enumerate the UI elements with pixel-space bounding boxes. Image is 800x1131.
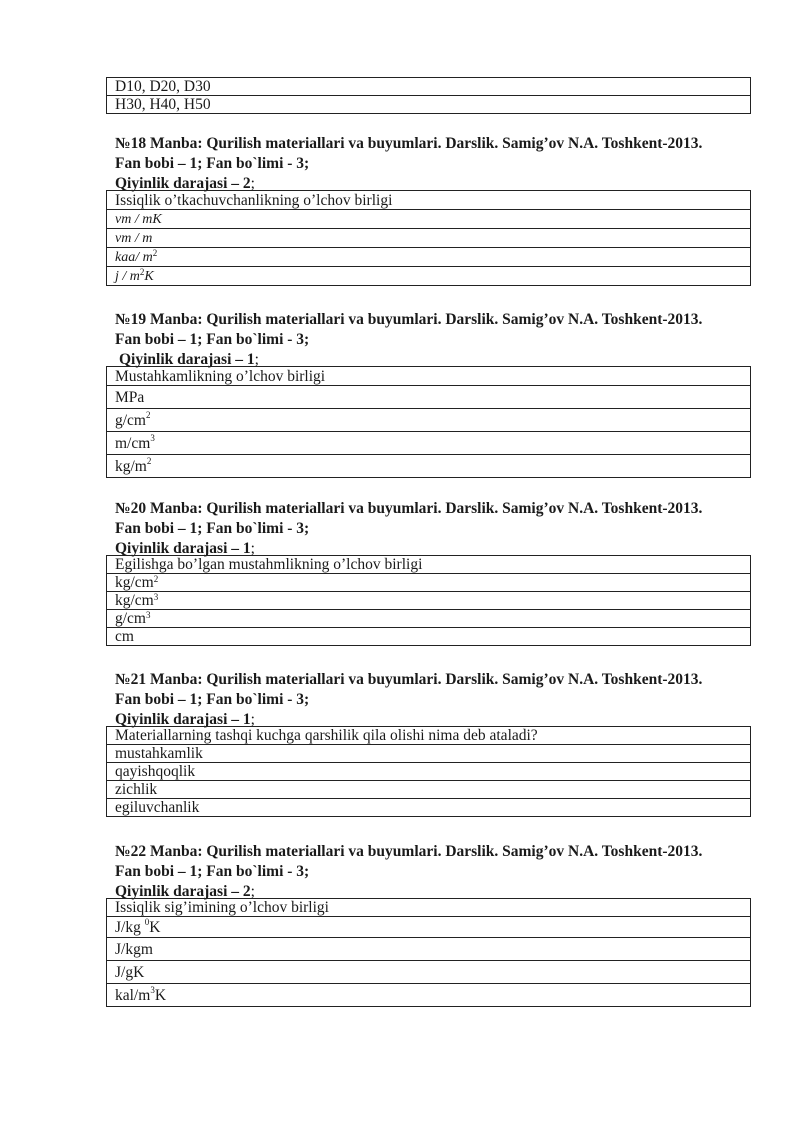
difficulty-label: Qiyinlik darajasi – 2 xyxy=(115,175,251,192)
option-text: kal/m xyxy=(115,986,151,1004)
table-row xyxy=(107,984,751,1007)
option-suffix: K xyxy=(144,269,154,284)
chapter-line: Fan bobi – 1; Fan bo`limi - 3; xyxy=(115,155,310,172)
table-row xyxy=(107,763,751,781)
answer-option xyxy=(107,267,751,286)
option-superscript: 2 xyxy=(146,455,152,466)
table-row xyxy=(107,367,751,386)
table-row xyxy=(107,409,751,432)
answer-table xyxy=(106,555,751,646)
question-text: Materiallarning tashqi kuchga qarshilik qila olishi nima deb ataladi? xyxy=(107,727,751,745)
difficulty-semicolon: ; xyxy=(250,883,255,900)
answer-option xyxy=(107,961,751,984)
answer-option xyxy=(107,386,751,409)
option-superscript: 2 xyxy=(152,248,158,258)
difficulty-semicolon: ; xyxy=(254,351,259,368)
option-text: kg/cm xyxy=(115,592,154,609)
option-superscript: 3 xyxy=(153,592,159,602)
source-line: №21 Manba: Qurilish materiallari va buyumlari. Darslik. Samig’ov N.A. Toshkent-2013. xyxy=(115,671,703,688)
table-row xyxy=(107,899,751,917)
question-header xyxy=(115,842,755,902)
option-text: kaa/ m xyxy=(115,250,153,265)
question-header xyxy=(115,134,755,194)
table-row xyxy=(107,210,751,229)
option-text: J/gK xyxy=(115,963,145,981)
table-row xyxy=(107,96,751,114)
option-superscript: 0 xyxy=(144,916,150,927)
answer-table xyxy=(106,726,751,817)
table-row xyxy=(107,938,751,961)
option-text: j / m xyxy=(115,269,140,284)
option-superscript: 3 xyxy=(150,984,155,995)
source-line: №20 Manba: Qurilish materiallari va buyumlari. Darslik. Samig’ov N.A. Toshkent-2013. xyxy=(115,500,703,517)
table-row xyxy=(107,556,751,574)
answer-table xyxy=(106,77,751,114)
difficulty-label: Qiyinlik darajasi – 1 xyxy=(115,540,251,557)
table-row xyxy=(107,799,751,817)
difficulty-semicolon: ; xyxy=(250,711,255,728)
question-header xyxy=(115,310,755,370)
table-row xyxy=(107,267,751,286)
table-cell: D10, D20, D30 xyxy=(107,78,751,96)
source-line: №18 Manba: Qurilish materiallari va buyumlari. Darslik. Samig’ov N.A. Toshkent-2013. xyxy=(115,135,703,152)
option-superscript: 3 xyxy=(146,610,151,620)
answer-table xyxy=(106,366,751,478)
question-header xyxy=(115,670,755,730)
chapter-line: Fan bobi – 1; Fan bo`limi - 3; xyxy=(115,331,310,348)
option-text: g/cm xyxy=(115,610,146,627)
question-header xyxy=(115,499,755,559)
chapter-line: Fan bobi – 1; Fan bo`limi - 3; xyxy=(115,520,310,537)
option-text: J/kgm xyxy=(115,940,153,958)
option-text: vm / mK xyxy=(115,212,162,227)
answer-option: zichlik xyxy=(107,781,751,799)
difficulty-semicolon: ; xyxy=(250,540,255,557)
table-row xyxy=(107,432,751,455)
table-row xyxy=(107,917,751,938)
answer-option xyxy=(107,455,751,478)
difficulty-label: Qiyinlik darajasi – 1 xyxy=(119,351,255,368)
option-text: m/cm xyxy=(115,434,151,452)
answer-option xyxy=(107,432,751,455)
chapter-line: Fan bobi – 1; Fan bo`limi - 3; xyxy=(115,691,310,708)
answer-option xyxy=(107,210,751,229)
answer-option xyxy=(107,248,751,267)
source-line: №19 Manba: Qurilish materiallari va buyumlari. Darslik. Samig’ov N.A. Toshkent-2013. xyxy=(115,311,703,328)
table-row xyxy=(107,191,751,210)
answer-option xyxy=(107,610,751,628)
table-row xyxy=(107,248,751,267)
table-row xyxy=(107,961,751,984)
table-row xyxy=(107,727,751,745)
table-cell: H30, H40, H50 xyxy=(107,96,751,114)
answer-option xyxy=(107,938,751,961)
table-row xyxy=(107,610,751,628)
difficulty-semicolon: ; xyxy=(250,175,255,192)
difficulty-label: Qiyinlik darajasi – 1 xyxy=(115,711,251,728)
source-line: №22 Manba: Qurilish materiallari va buyumlari. Darslik. Samig’ov N.A. Toshkent-2013. xyxy=(115,843,703,860)
question-text: Issiqlik sig’imining o’lchov birligi xyxy=(107,899,751,917)
option-text: kg/m xyxy=(115,457,147,475)
table-row xyxy=(107,781,751,799)
option-text: vm / m xyxy=(115,231,153,246)
option-superscript: 2 xyxy=(139,267,145,277)
question-text: Mustahkamlikning o’lchov birligi xyxy=(107,367,751,386)
answer-option: egiluvchanlik xyxy=(107,799,751,817)
answer-option: mustahkamlik xyxy=(107,745,751,763)
answer-option: qayishqoqlik xyxy=(107,763,751,781)
option-superscript: 3 xyxy=(150,432,155,443)
table-row xyxy=(107,745,751,763)
table-row xyxy=(107,229,751,248)
option-text: kg/cm xyxy=(115,574,154,591)
answer-table xyxy=(106,190,751,286)
option-superscript: 2 xyxy=(153,574,159,584)
table-row xyxy=(107,592,751,610)
answer-option xyxy=(107,574,751,592)
chapter-line: Fan bobi – 1; Fan bo`limi - 3; xyxy=(115,863,310,880)
answer-option xyxy=(107,592,751,610)
answer-option xyxy=(107,984,751,1007)
table-row xyxy=(107,628,751,646)
answer-table xyxy=(106,898,751,1007)
question-text: Issiqlik o’tkachuvchanlikning o’lchov birligi xyxy=(107,191,751,210)
table-row xyxy=(107,455,751,478)
table-row xyxy=(107,574,751,592)
answer-option xyxy=(107,628,751,646)
difficulty-label: Qiyinlik darajasi – 2 xyxy=(115,883,251,900)
option-suffix: K xyxy=(154,986,167,1004)
question-text: Egilishga bo’lgan mustahmlikning o’lchov birligi xyxy=(107,556,751,574)
answer-option xyxy=(107,917,751,938)
option-text: MPa xyxy=(115,388,145,406)
option-text: J/kg xyxy=(115,918,145,936)
option-suffix: K xyxy=(149,918,161,936)
option-superscript: 2 xyxy=(146,409,151,420)
answer-option xyxy=(107,409,751,432)
option-text: cm xyxy=(115,628,134,645)
answer-option xyxy=(107,229,751,248)
option-text: g/cm xyxy=(115,411,146,429)
table-row xyxy=(107,386,751,409)
table-row xyxy=(107,78,751,96)
